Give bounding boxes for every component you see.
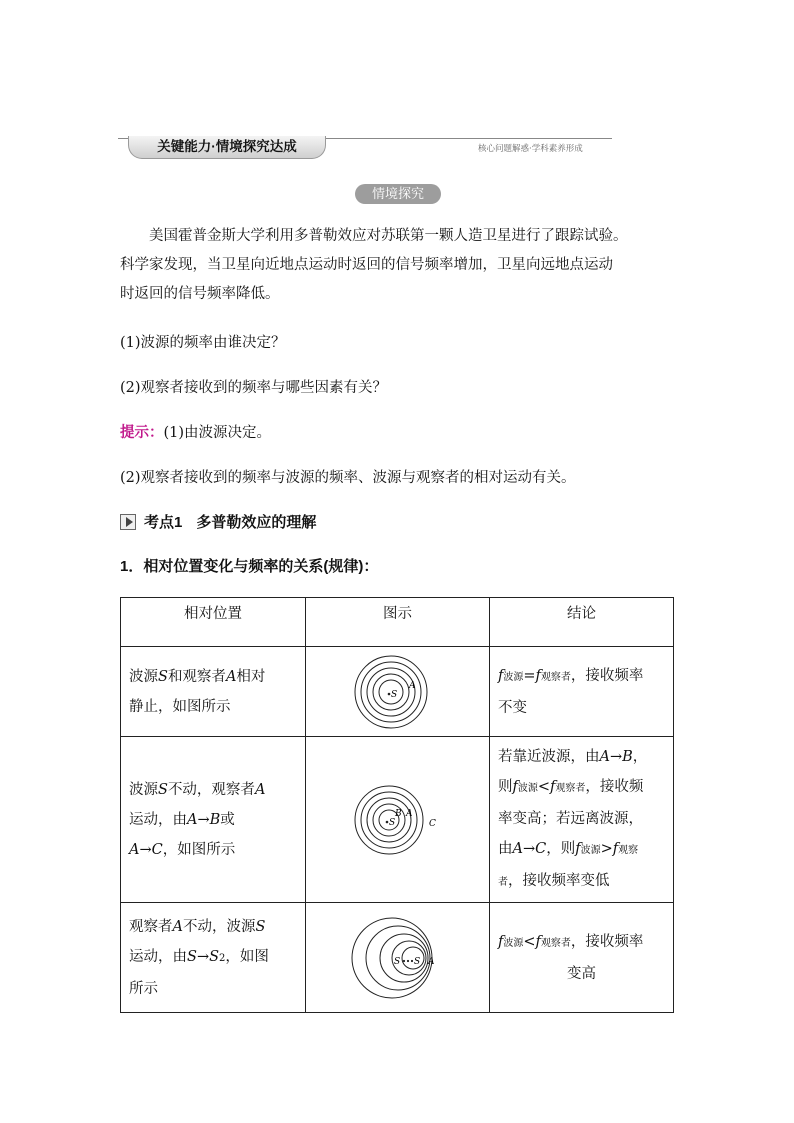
- fig-label-S2: S: [413, 956, 420, 967]
- intro-line-1: 美国霍普金斯大学利用多普勒效应对苏联第一颗人造卫星进行了跟踪试验。: [149, 228, 628, 244]
- text: ，接收频率: [570, 933, 644, 950]
- text: 不动，观察者: [167, 781, 255, 798]
- text: 观察者: [129, 918, 173, 935]
- static-wave-rings-figure: [353, 654, 443, 730]
- text: 不动，波源: [182, 918, 256, 935]
- situation-badge: 情境探究: [355, 184, 441, 204]
- moving-observer-figure: [353, 780, 443, 860]
- text: 静止，如图所示: [129, 698, 231, 715]
- symbol-B: B: [622, 748, 633, 765]
- symbol-C: C: [151, 841, 163, 858]
- equals: =: [523, 667, 536, 684]
- text: ，如图: [225, 948, 269, 965]
- row2-conclusion: [490, 737, 674, 903]
- hint-answer-1: (1)由波源决定。: [163, 425, 272, 441]
- text: 和观察者: [167, 668, 226, 685]
- symbol-C: C: [535, 840, 547, 857]
- symbol-A: A: [172, 918, 183, 935]
- arrow: →: [522, 840, 536, 857]
- moving-source-figure: [348, 915, 448, 1001]
- header-conclusion: 结论: [490, 598, 674, 647]
- text: 所示: [129, 980, 158, 997]
- symbol-f: f: [535, 933, 541, 950]
- intro-line-3: 时返回的信号频率降低。: [120, 286, 280, 302]
- row1-figure: [306, 647, 490, 737]
- subscript: 观察: [618, 844, 639, 856]
- symbol-f: f: [512, 778, 518, 795]
- text: ，接收频率变低: [508, 872, 610, 889]
- section-tab-title: 关键能力·情境探究达成: [128, 136, 326, 159]
- fig-label-A: A: [427, 956, 434, 967]
- symbol-A: A: [225, 668, 237, 685]
- text: 或: [220, 811, 235, 828]
- subscript: 观察者: [555, 782, 586, 794]
- fig-label-S: S: [388, 817, 395, 828]
- greater-than: >: [600, 840, 613, 857]
- text: 相对: [236, 668, 266, 685]
- symbol-f: f: [498, 933, 504, 950]
- keypoint-heading: [120, 511, 316, 532]
- table-row: [121, 737, 674, 903]
- table-row: [121, 903, 674, 1013]
- text: 则: [498, 778, 513, 795]
- text: ，接收频: [585, 778, 644, 795]
- symbol-f: f: [575, 840, 581, 857]
- text: 运动，由: [129, 811, 187, 828]
- symbol-A: A: [187, 811, 198, 828]
- text: 波源: [129, 781, 158, 798]
- question-2: (2)观察者接收到的频率与哪些因素有关？: [120, 380, 388, 396]
- hint-answer-2: (2)观察者接收到的频率与波源的频率、波源与观察者的相对运动有关。: [120, 470, 576, 486]
- symbol-S: S: [209, 948, 220, 965]
- intro-paragraph: [120, 222, 680, 309]
- symbol-f: f: [612, 840, 619, 857]
- subscript: 观察者: [540, 937, 571, 949]
- table-row: [121, 647, 674, 737]
- fig-label-S: S: [390, 689, 397, 700]
- subscript: 观察者: [540, 671, 571, 683]
- less-than: <: [537, 778, 551, 795]
- row3-conclusion: [490, 903, 674, 1013]
- text: 若靠近波源，由: [498, 748, 600, 765]
- symbol-S: S: [255, 918, 266, 935]
- fig-label-A: A: [408, 680, 415, 691]
- fig-label-B: B: [394, 808, 402, 819]
- intro-line-2: 科学家发现，当卫星向近地点运动时返回的信号频率增加，卫星向远地点运动: [120, 257, 613, 273]
- hint-line: [120, 421, 271, 442]
- fig-label-A: A: [405, 808, 412, 819]
- subscript: 波源: [580, 844, 601, 856]
- table-header-row: [121, 598, 674, 647]
- question-1: (1)波源的频率由谁决定？: [120, 335, 286, 351]
- text: 由: [498, 840, 513, 857]
- text: ，则: [546, 840, 576, 857]
- text: 波源: [129, 668, 158, 685]
- subscript: 波源: [517, 782, 538, 794]
- row2-position: [121, 737, 306, 903]
- arrow: →: [197, 811, 210, 828]
- text: 不变: [498, 699, 527, 716]
- subscript: 2: [219, 952, 226, 964]
- keypoint-number: 考点1: [144, 514, 183, 531]
- subscript: 者: [498, 876, 508, 888]
- keypoint-title: 多普勒效应的理解: [196, 514, 317, 531]
- header-figure: 图示: [306, 598, 490, 647]
- text: ，: [632, 748, 648, 765]
- row1-conclusion: [490, 647, 674, 737]
- text: 变高: [567, 965, 596, 982]
- subscript: 波源: [503, 671, 524, 683]
- header-position: 相对位置: [121, 598, 306, 647]
- symbol-A: A: [599, 748, 610, 765]
- row2-figure: [306, 737, 490, 903]
- section-heading: 1．相对位置变化与频率的关系(规律)：: [120, 558, 379, 575]
- text: ，如图所示: [162, 841, 236, 858]
- less-than: <: [523, 933, 536, 950]
- symbol-A: A: [254, 781, 266, 798]
- symbol-S: S: [158, 668, 168, 685]
- play-triangle-icon: [120, 514, 136, 530]
- row3-position: [121, 903, 306, 1013]
- relation-table: [120, 597, 674, 1013]
- text: ，接收频率: [570, 667, 644, 684]
- symbol-A: A: [512, 840, 523, 857]
- symbol-f: f: [550, 778, 556, 795]
- fig-label-C: C: [428, 818, 436, 829]
- symbol-S: S: [187, 948, 197, 965]
- text: 率变高；若远离波源，: [498, 810, 643, 827]
- fig-label-S: S: [393, 956, 400, 967]
- symbol-B: B: [209, 811, 221, 828]
- row3-figure: [306, 903, 490, 1013]
- arrow: →: [196, 948, 210, 965]
- symbol-f: f: [498, 667, 504, 684]
- hint-label: 提示：: [120, 425, 164, 441]
- text: 运动，由: [129, 948, 187, 965]
- arrow: →: [139, 841, 152, 858]
- arrow: →: [609, 748, 623, 765]
- header-right-caption: 核心问题解惑·学科素养形成: [478, 144, 583, 154]
- row1-position: [121, 647, 306, 737]
- symbol-f: f: [535, 667, 541, 684]
- symbol-S: S: [158, 781, 168, 798]
- subscript: 波源: [503, 937, 524, 949]
- symbol-A: A: [129, 841, 140, 858]
